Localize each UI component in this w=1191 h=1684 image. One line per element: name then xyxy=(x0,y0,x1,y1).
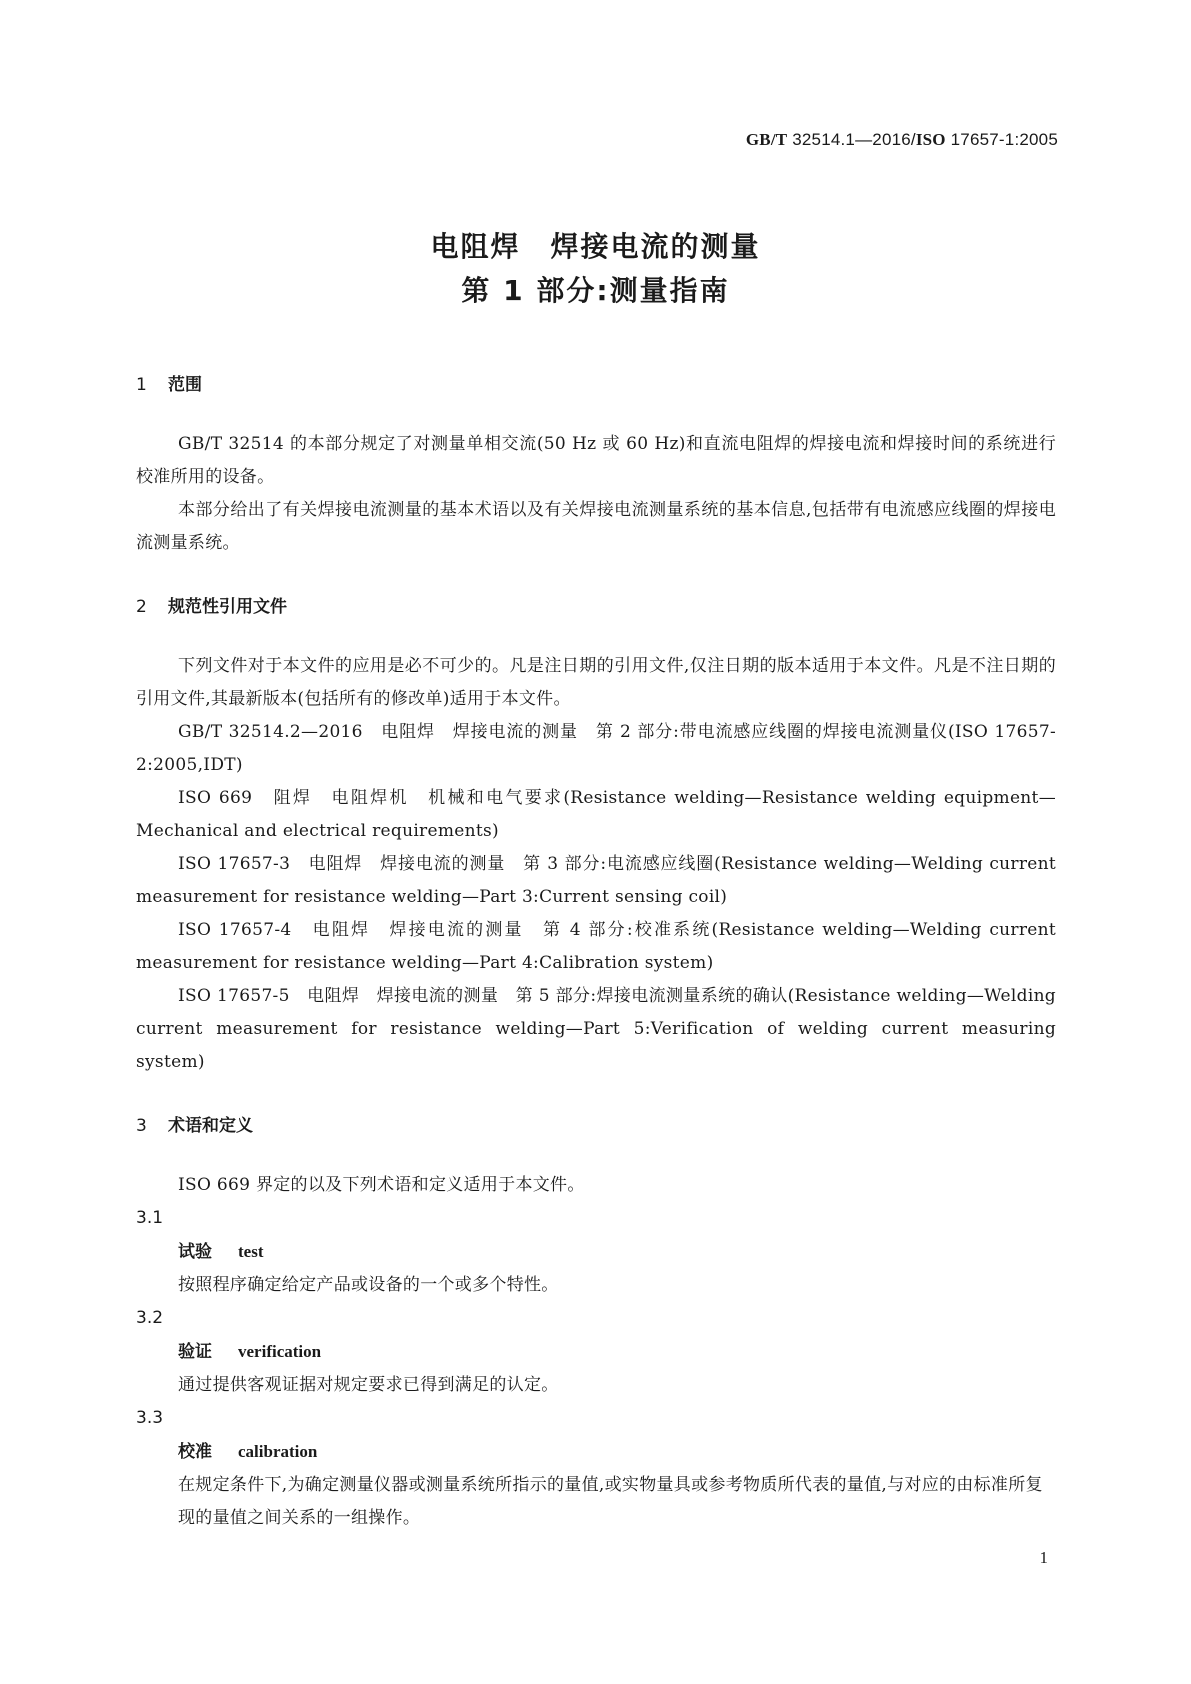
term-definition: 按照程序确定给定产品或设备的一个或多个特性。 xyxy=(178,1275,559,1295)
document-body xyxy=(136,372,1056,1535)
term-name-zh: 验证 xyxy=(178,1342,212,1362)
section-1-heading xyxy=(136,372,1056,398)
term-name xyxy=(136,1335,1056,1369)
section-3-title: 术语和定义 xyxy=(168,1116,253,1136)
section-3-intro: ISO 669 界定的以及下列术语和定义适用于本文件。 xyxy=(178,1175,585,1195)
term-name-en: test xyxy=(238,1242,264,1261)
section-2-title: 规范性引用文件 xyxy=(168,597,287,617)
term-name xyxy=(136,1435,1056,1469)
reference-item: ISO 17657-3 电阻焊 焊接电流的测量 第 3 部分:电流感应线圈(Resistance welding—Welding current measurement for resistance welding—Part 3:Current sensing coil) xyxy=(136,854,1056,907)
term-entry xyxy=(136,1202,1056,1302)
standard-code-prefix: GB/T xyxy=(745,130,788,149)
standard-code-suffix: 17657-1:2005 xyxy=(945,130,1058,149)
term-number: 3.2 xyxy=(136,1308,164,1328)
term-entry xyxy=(136,1302,1056,1402)
standard-code xyxy=(746,130,1058,150)
section-1-title: 范围 xyxy=(168,375,202,395)
title-line-1: 电阻焊 焊接电流的测量 xyxy=(430,230,761,263)
title-line-2: 第 1 部分:测量指南 xyxy=(461,274,730,307)
reference-item: ISO 17657-5 电阻焊 焊接电流的测量 第 5 部分:焊接电流测量系统的确认(Resistance welding—Welding current measurement for resistance welding—Part 5:Verification of welding current measuring system) xyxy=(136,986,1056,1072)
term-entry xyxy=(136,1402,1056,1535)
section-3-heading xyxy=(136,1113,1056,1139)
reference-item: GB/T 32514.2—2016 电阻焊 焊接电流的测量 第 2 部分:带电流感应线圈的焊接电流测量仪(ISO 17657-2:2005,IDT) xyxy=(136,722,1056,775)
term-name-en: verification xyxy=(238,1342,322,1361)
term-name-zh: 试验 xyxy=(178,1242,212,1262)
standard-code-mid: 32514.1—2016/ xyxy=(787,130,916,149)
reference-item: ISO 669 阻焊 电阻焊机 机械和电气要求(Resistance welding—Resistance welding equipment—Mechanical and electrical requirements) xyxy=(136,788,1056,841)
term-number: 3.1 xyxy=(136,1208,164,1228)
reference-item: ISO 17657-4 电阻焊 焊接电流的测量 第 4 部分:校准系统(Resistance welding—Welding current measurement for resistance welding—Part 4:Calibration system) xyxy=(136,920,1056,973)
section-1-paragraph-1: GB/T 32514 的本部分规定了对测量单相交流(50 Hz 或 60 Hz)和直流电阻焊的焊接电流和焊接时间的系统进行校准所用的设备。 xyxy=(136,434,1056,487)
standard-code-iso: ISO xyxy=(915,130,946,149)
term-definition: 通过提供客观证据对规定要求已得到满足的认定。 xyxy=(178,1375,559,1395)
term-name xyxy=(136,1235,1056,1269)
section-1-paragraph-2: 本部分给出了有关焊接电流测量的基本术语以及有关焊接电流测量系统的基本信息,包括带有电流感应线圈的焊接电流测量系统。 xyxy=(136,500,1056,553)
section-3-number: 3 xyxy=(136,1116,147,1136)
section-1-number: 1 xyxy=(136,375,147,395)
section-2-heading xyxy=(136,594,1056,620)
section-2-intro: 下列文件对于本文件的应用是必不可少的。凡是注日期的引用文件,仅注日期的版本适用于本文件。凡是不注日期的引用文件,其最新版本(包括所有的修改单)适用于本文件。 xyxy=(136,656,1056,709)
term-definition: 在规定条件下,为确定测量仪器或测量系统所指示的量值,或实物量具或参考物质所代表的量值,与对应的由标准所复现的量值之间关系的一组操作。 xyxy=(178,1475,1043,1528)
page-number: 1 xyxy=(1039,1548,1048,1567)
term-name-zh: 校准 xyxy=(178,1442,212,1462)
document-title xyxy=(0,225,1191,313)
section-2-number: 2 xyxy=(136,597,147,617)
term-number: 3.3 xyxy=(136,1408,164,1428)
term-name-en: calibration xyxy=(238,1442,318,1461)
